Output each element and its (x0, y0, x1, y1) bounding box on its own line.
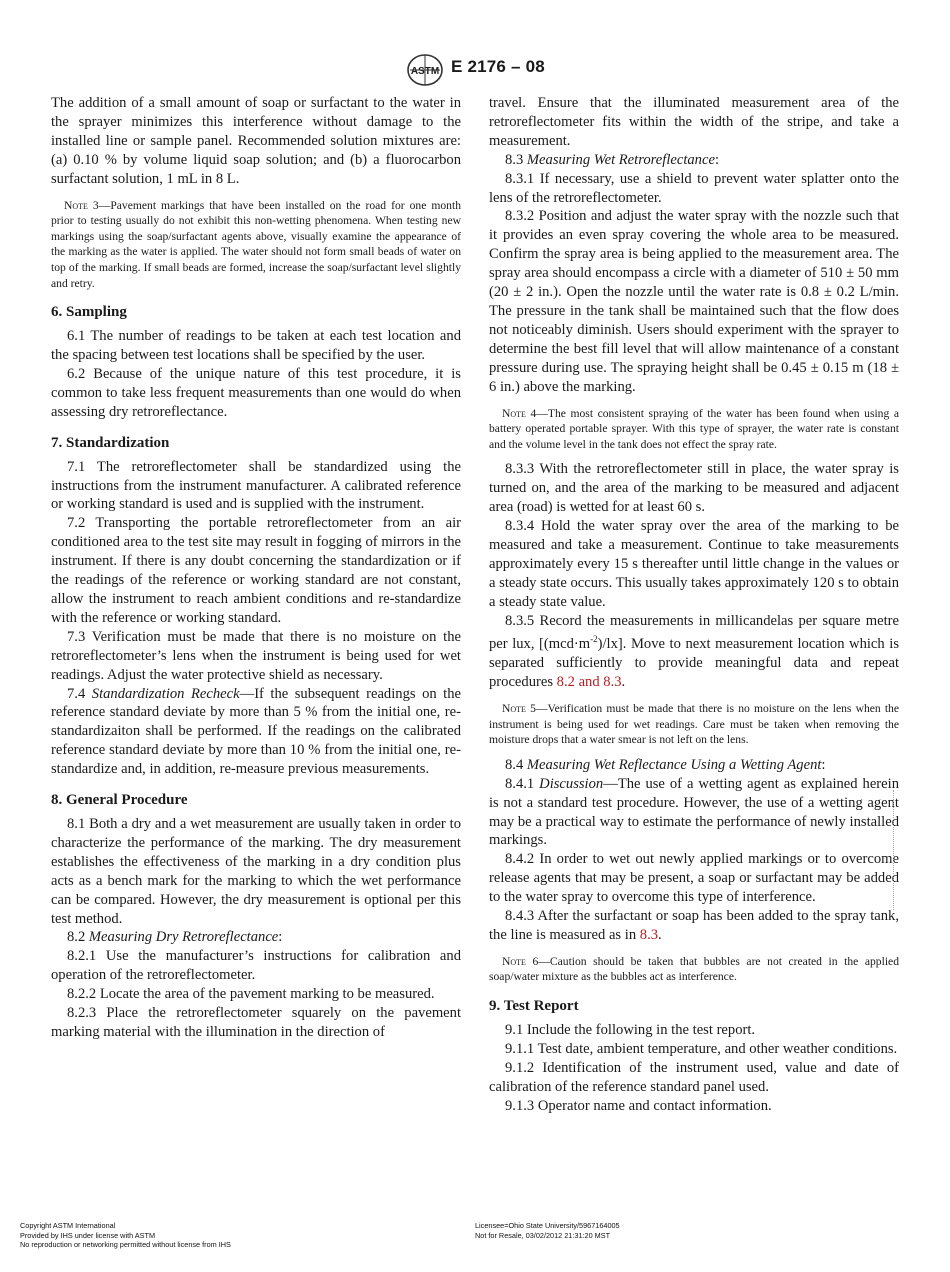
paragraph-7-1: 7.1 The retroreflectometer shall be standardized using the instructions from the instrument manufacturer. A calibrated reference or working standard is used and is supplied with the instrument. (51, 458, 461, 513)
standard-designation: E 2176 – 08 (451, 57, 545, 76)
paragraph-6-2: 6.2 Because of the unique nature of this test procedure, it is common to take less frequent measurements than one would do when assessing dry retroreflectance. (51, 365, 461, 420)
left-column (51, 94, 461, 1042)
paragraph-9-1-3: 9.1.3 Operator name and contact information. (505, 1097, 772, 1114)
note-6: Note 6—Caution should be taken that bubbles are not created in the applied soap/water mixture as the bubbles act as interference. (489, 954, 899, 984)
paragraph-8-3-3: 8.3.3 With the retroreflectometer still in place, the water spray is turned on, and the area of the marking to be measured and adjacent area (road) is wetted for at least 60 s. (489, 461, 899, 516)
paragraph-7-3: 7.3 Verification must be made that there is no moisture on the retroreflectometer’s lens when the instrument is being used for wet readings. Adjust the water protective shield as necessary. (51, 628, 461, 683)
paragraph-8-2-1: 8.2.1 Use the manufacturer’s instructions for calibration and operation of the retroreflectometer. (51, 948, 461, 984)
svg-text:ASTM: ASTM (410, 66, 440, 77)
section-heading-general-procedure: 8. General Procedure (51, 792, 188, 809)
cross-reference-link[interactable]: 8.2 and 8.3 (556, 674, 622, 691)
paragraph-8-3-2: 8.3.2 Position and adjust the water spray with the nozzle such that it provides an even spray covering the whole area to be measured. Confirm the spray area is being applied to the measurement area. The spray area should encompass a circle with a diameter of 510 ± 50 mm (20 ± 2 in.). Open the nozzle until the water rate is 0.8 ± 0.2 L/min. The pressure in the tank shall be maintained such that the flow does not noticeably diminish. Users should experiment with the sprayer to determine the best fill level that will allow maintenance of a constant pressure during use. The spraying height shall be 0.45 ± 0.15 m (18 ± 6 in.) above the marking. (489, 208, 899, 395)
paragraph-9-1: 9.1 Include the following in the test report. (505, 1022, 756, 1039)
paragraph-8-3-4: 8.3.4 Hold the water spray over the area of the marking to be measured and take a measurement. Continue to take measurements approximately every 15 s thereafter until little change in the values or a steady state occurs. This usually takes approximately 120 s to obtain a steady state value. (489, 518, 899, 610)
right-column (489, 94, 899, 1116)
page-header (0, 53, 950, 89)
paragraph-7-4: 7.4 Standardization Recheck—If the subsequent readings on the reference standard deviate by more than 5 % from the initial one, re-standardizaiton shall be performed. If the readings on the calibrated reference standard deviate by more than 10 % from the initial one, re-standardize and, in addition, re-measure previous measurements. (51, 685, 462, 778)
paragraph-continued: travel. Ensure that the illuminated measurement area of the retroreflectometer fits within the width of the stripe, and take a measurement. (489, 95, 899, 149)
paragraph-intro: The addition of a small amount of soap or surfactant to the water in the sprayer minimizes this interference without damage to the installed line or sample panel. Recommended solution mixtures are: (a) 0.10 % by volume liquid soap solution; and (b) a fluorocarbon surfactant solution, 1 mL in 8 L. (51, 95, 461, 187)
paragraph-8-4-2: 8.4.2 In order to wet out newly applied markings or to overcome release agents that may be present, a soap or surfactant may be added to the water spray to overcome this type of interference. (489, 851, 899, 906)
paragraph-9-1-1: 9.1.1 Test date, ambient temperature, and other weather conditions. (505, 1040, 898, 1057)
margin-dotted-line (893, 790, 896, 910)
paragraph-7-2: 7.2 Transporting the portable retroreflectometer from an air conditioned area to the test site may result in fogging of mirrors in the instrument. If there is any doubt concerning the standardization or if the readings of the reference or working standard are not constant, allow the instrument to reach ambient conditions and re-standardize with the reference or working standard. (51, 515, 461, 626)
paragraph-8-4: 8.4 Measuring Wet Reflectance Using a Wetting Agent: (505, 756, 826, 773)
note-5: Note 5—Verification must be made that there is no moisture on the lens when the instrument is being used for wet readings. Care must be taken when removing the moisture drops that a water smear is not left on the lens. (489, 702, 900, 747)
cross-reference-link[interactable]: 8.3 (639, 926, 659, 943)
paragraph-8-4-1: 8.4.1 Discussion—The use of a wetting agent as explained herein is not a standard test procedure. However, the use of a wetting agent may be a practical way to estimate the performance of newly installed markings. (489, 775, 899, 849)
paragraph-8-1: 8.1 Both a dry and a wet measurement are usually taken in order to characterize the performance of the marking. The dry measurement establishes the effectiveness of the marking in a dry condition plus acts as a bench mark for the marking to which the wet performance can be compared. However, the dry measurement is optional per this test method. (51, 816, 461, 927)
paragraph-8-3-1: 8.3.1 If necessary, use a shield to prevent water splatter onto the lens of the retroreflectometer. (489, 170, 899, 206)
paragraph-8-2-3: 8.2.3 Place the retroreflectometer squarely on the pavement marking material with the illumination in the direction of (51, 1005, 461, 1040)
footer-copyright: Copyright ASTM International Provided by IHS under license with ASTM No reproduction or networking permitted without license from IHS (20, 1221, 231, 1250)
section-heading-test-report: 9. Test Report (489, 998, 579, 1015)
astm-logo-icon (406, 53, 444, 87)
footer-license: Licensee=Ohio State University/5967164005 Not for Resale, 03/02/2012 21:31:20 MST (475, 1221, 620, 1240)
paragraph-9-1-2: 9.1.2 Identification of the instrument used, value and date of calibration of the reference standard panel used. (489, 1059, 899, 1095)
section-heading-standardization: 7. Standardization (51, 434, 170, 451)
paragraph-8-3: 8.3 Measuring Wet Retroreflectance: (505, 151, 719, 168)
paragraph-8-2-2: 8.2.2 Locate the area of the pavement marking to be measured. (67, 986, 435, 1003)
note-3: Note 3—Pavement markings that have been installed on the road for one month prior to testing usually do not exhibit this non-wetting phenomena. When testing new markings using the soap/surfactant agents above, visually examine the appearance of the marking as the water is applied. The water should not form small beads of water on top of the marking. If small beads are formed, increase the soap/surfactant level slightly and retry. (51, 198, 461, 290)
note-4: Note 4—The most consistent spraying of the water has been found when using a battery operated portable sprayer. With this type of sprayer, the water rate is constant and the volume level in the tank does not effect the spray rate. (489, 406, 899, 451)
section-heading-sampling: 6. Sampling (51, 304, 127, 321)
paragraph-8-4-3: 8.4.3 After the surfactant or soap has been added to the spray tank, the line is measured as in 8.3. (489, 908, 899, 943)
paragraph-6-1: 6.1 The number of readings to be taken at each test location and the spacing between test locations shall be specified by the user. (51, 328, 461, 363)
paragraph-8-2: 8.2 Measuring Dry Retroreflectance: (67, 929, 283, 946)
paragraph-8-3-5: 8.3.5 Record the measurements in millicandelas per square metre per lux, $[(mcd\cdot m^{-2})/lx]$. Move to next measurement location which is separated sufficiently to provide meaningful data and repeat procedures 8.2 and 8.3. (489, 612, 899, 691)
